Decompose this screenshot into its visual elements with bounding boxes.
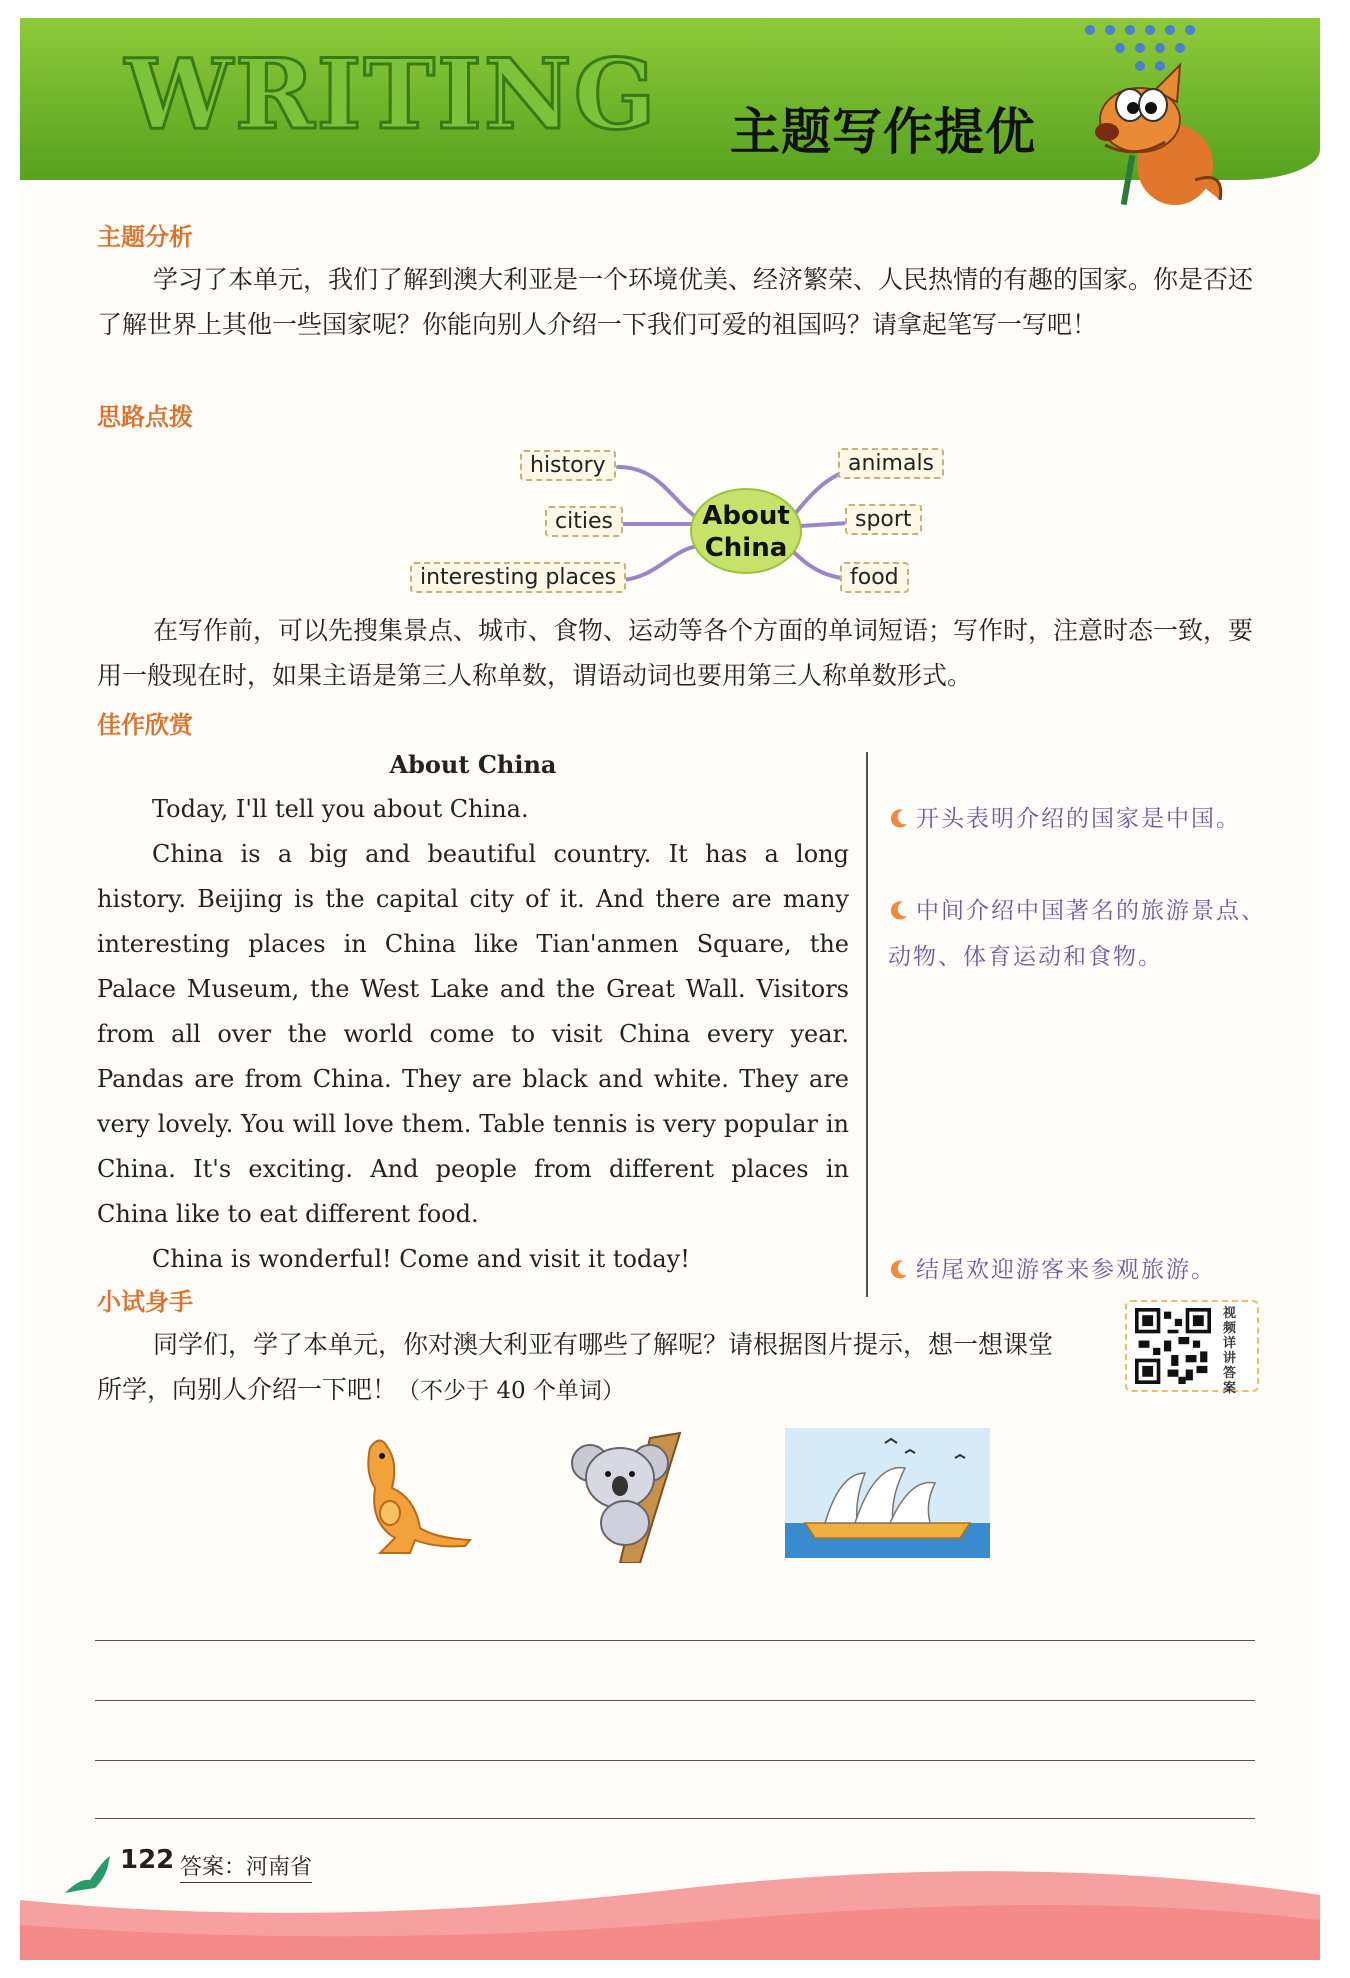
- tips-paragraph: 在写作前，可以先搜集景点、城市、食物、运动等各个方面的单词短语；写作时，注意时态一致，要用一般现在时，如果主语是第三人称单数，谓语动词也要用第三人称单数形式。: [97, 616, 1254, 690]
- mindmap-center: [690, 488, 802, 574]
- analysis-paragraph: 学习了本单元，我们了解到澳大利亚是一个环境优美、经济繁荣、人民热情的有趣的国家。你是否还了解世界上其他一些国家呢？你能向别人介绍一下我们可爱的祖国吗？请拿起笔写一写吧！: [97, 265, 1254, 339]
- qr-code-box[interactable]: [1125, 1300, 1259, 1396]
- mindmap-tag-history: history: [520, 450, 616, 481]
- mindmap-tag-cities: cities: [545, 506, 623, 537]
- kangaroo-illustration: [340, 1428, 475, 1558]
- note-body: [888, 888, 1268, 980]
- mindmap-center-line1: About: [702, 501, 790, 531]
- note-ending: [888, 1247, 1268, 1293]
- mindmap-tag-animals: animals: [838, 448, 944, 479]
- writing-line[interactable]: [95, 1760, 1255, 1761]
- practice-text: 同学们，学了本单元，你对澳大利亚有哪些了解呢？请根据图片提示，想一想课堂所学，向别人介绍一下吧！: [97, 1330, 1054, 1404]
- mindmap-tag-food: food: [840, 562, 909, 593]
- section-title-tips: 思路点拨: [97, 403, 193, 431]
- model-essay: [97, 742, 849, 1282]
- moon-bullet-icon: [888, 899, 910, 921]
- answer-label: 答案：河南省: [180, 1850, 312, 1883]
- writing-line[interactable]: [95, 1700, 1255, 1701]
- qr-code-icon[interactable]: [1135, 1308, 1211, 1384]
- mindmap-tag-sport: sport: [845, 504, 922, 535]
- note-ending-text: 结尾欢迎游客来参观旅游。: [916, 1257, 1216, 1283]
- page-title: 主题写作提优: [730, 103, 1036, 161]
- note-opening: [888, 796, 1268, 842]
- mindmap-tag-interesting-places: interesting places: [410, 562, 626, 593]
- fox-mascot-icon: [1085, 60, 1235, 210]
- section-title-practice: 小试身手: [97, 1288, 193, 1316]
- qr-label: 视频详讲答案: [1223, 1306, 1237, 1396]
- writing-logo: WRITING: [125, 38, 658, 151]
- moon-bullet-icon: [888, 807, 910, 829]
- practice-word-count: （不少于 40 个单词）: [397, 1378, 625, 1404]
- writing-line[interactable]: [95, 1640, 1255, 1641]
- mind-map: [400, 440, 960, 600]
- essay-paragraph-1: Today, I'll tell you about China.: [152, 795, 529, 823]
- mindmap-center-line2: China: [704, 533, 788, 563]
- essay-paragraph-2: China is a big and beautiful country. It has a long history. Beijing is the capital city of it. And there are many interesting places in China like Tian'anmen Square, the Palace Museum, the West Lake and the Great Wall. Visitors from all over the world come to visit China every year. Pandas are from China. They are black and white. They are very lovely. You will love them. Table tennis is very popular in China. It's exciting. And people from different places in China like to eat different food.: [97, 840, 849, 1228]
- writing-line[interactable]: [95, 1818, 1255, 1819]
- moon-bullet-icon: [888, 1258, 910, 1280]
- section-title-analysis: 主题分析: [97, 223, 193, 251]
- footer-wave: [20, 1870, 1320, 1960]
- essay-divider: [866, 752, 868, 1297]
- note-body-text: 中间介绍中国著名的旅游景点、动物、体育运动和食物。: [888, 898, 1266, 970]
- sydney-opera-house-illustration: [785, 1428, 990, 1558]
- page-number: 122: [120, 1845, 175, 1875]
- koala-illustration: [570, 1428, 700, 1563]
- practice-paragraph: [97, 1322, 1077, 1414]
- essay-paragraph-3: China is wonderful! Come and visit it today!: [152, 1245, 690, 1273]
- note-opening-text: 开头表明介绍的国家是中国。: [916, 806, 1241, 832]
- essay-title: About China: [389, 750, 557, 779]
- section-title-appreciation: 佳作欣赏: [97, 711, 193, 739]
